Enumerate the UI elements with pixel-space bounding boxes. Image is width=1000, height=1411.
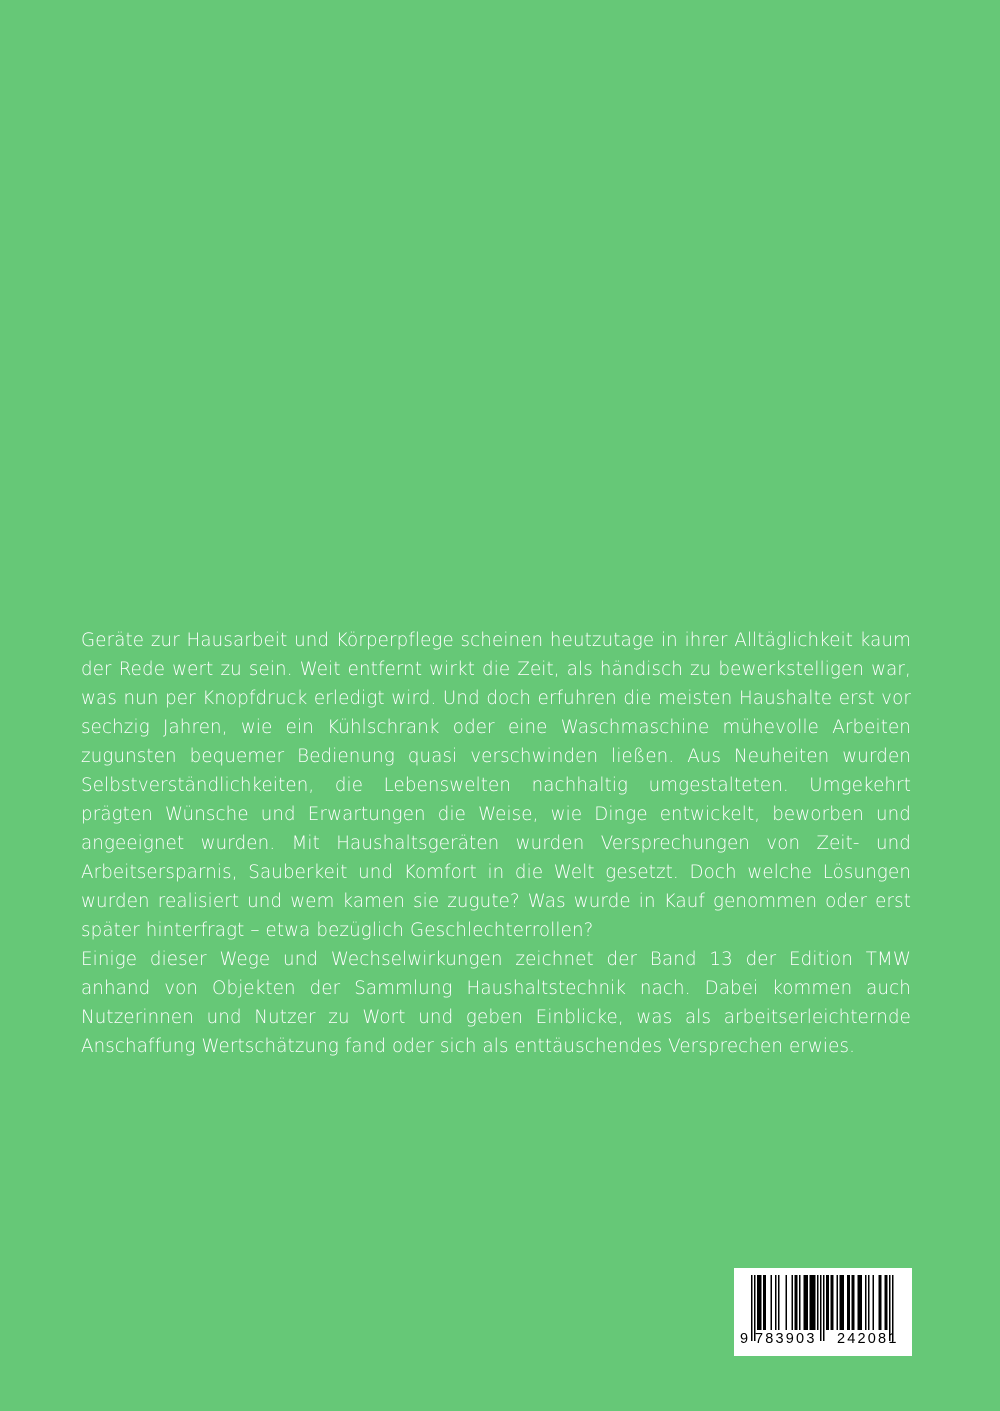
barcode-bar (868, 1275, 870, 1330)
barcode-bar (853, 1275, 855, 1330)
barcode-bar (799, 1275, 801, 1330)
blurb-text (81, 626, 911, 1061)
barcode-bar (885, 1275, 887, 1330)
barcode-digits-left: 783903 (755, 1331, 817, 1347)
barcode-bar (795, 1275, 797, 1330)
barcode-bar (811, 1275, 813, 1330)
barcode-bar (841, 1275, 843, 1330)
barcode-bar (814, 1275, 816, 1330)
barcode-digit-first: 9 (740, 1331, 751, 1347)
barcode-bar (879, 1275, 881, 1330)
barcode-bar (861, 1275, 863, 1330)
barcode-bar (826, 1275, 828, 1330)
barcode-bar (757, 1275, 759, 1330)
barcode-bar (775, 1275, 777, 1330)
barcode-bar (792, 1275, 794, 1330)
barcode-bar (810, 1275, 812, 1330)
barcode-bar (886, 1275, 888, 1330)
barcode-digits (734, 1331, 912, 1353)
barcode-bar (796, 1275, 798, 1330)
barcode-bar (771, 1275, 773, 1330)
barcode-bar (865, 1275, 867, 1330)
barcode-bar (763, 1275, 765, 1330)
barcode-bar (859, 1275, 861, 1330)
blurb-paragraph-1: Geräte zur Hausarbeit und Körperpflege scheinen heutzutage in ihrer Alltäglichkeit kaum der Rede wert zu sein. Weit entfernt wirkt die Zeit, als händisch zu bewerkstelligen war, was nun per Knopfdruck erledigt wird. Und doch erfuhren die meisten Haushalte erst vor sechzig Jahren, wie ein Kühlschrank oder eine Waschmaschine mühevolle Arbeiten zugunsten bequemer Bedienung quasi verschwinden ließen. Aus Neuheiten wurden Selbstverständlichkeiten, die Lebenswelten nachhaltig umgestalteten. Umgekehrt prägten Wünsche und Erwartungen die Weise, wie Dinge entwickelt, beworben und angeeignet wurden. Mit Haushaltsgeräten wurden Versprechungen von Zeit- und Arbeitsersparnis, Sauberkeit und Komfort in die Welt gesetzt. Doch welche Lösungen wurden realisiert und wem kamen sie zugute? Was wurde in Kauf genommen oder erst später hinterfragt – etwa bezüglich Geschlechterrollen? (81, 630, 911, 941)
barcode-bar (840, 1275, 842, 1330)
barcode-bar (828, 1275, 830, 1330)
barcode-bar (765, 1275, 767, 1330)
barcode-bar (813, 1275, 815, 1330)
barcode-bar (880, 1275, 882, 1330)
barcode-bar (760, 1275, 762, 1330)
barcode-bar (807, 1275, 809, 1330)
barcode-bar (805, 1275, 807, 1330)
barcode-bar (849, 1275, 851, 1330)
barcode-bar (873, 1275, 875, 1330)
barcode-bar (831, 1275, 833, 1330)
barcode-bar (817, 1275, 819, 1330)
barcode-bar (804, 1275, 806, 1330)
barcode-bar (759, 1275, 761, 1330)
barcode-bar (786, 1275, 788, 1330)
barcode-bar (832, 1275, 834, 1330)
barcode-bar (837, 1275, 839, 1330)
barcode-digits-right: 242081 (837, 1331, 899, 1347)
blurb-paragraph-2: Einige dieser Wege und Wechselwirkungen zeichnet der Band 13 der Edition TMW anhand von Objekten der Sammlung Haushaltstechnik nach. Dabei kommen auch Nutzerinnen und Nutzer zu Wort und geben Einblicke, was als arbeitserleichternde Anschaffung Wertschätzung fand oder sich als enttäuschendes Versprechen erwies. (81, 949, 911, 1057)
barcode-bar (778, 1275, 780, 1330)
barcode-bar (843, 1275, 845, 1330)
isbn-barcode (734, 1268, 912, 1356)
barcode-bar (847, 1275, 849, 1330)
barcode-bar (858, 1275, 860, 1330)
barcode-bar (852, 1275, 854, 1330)
